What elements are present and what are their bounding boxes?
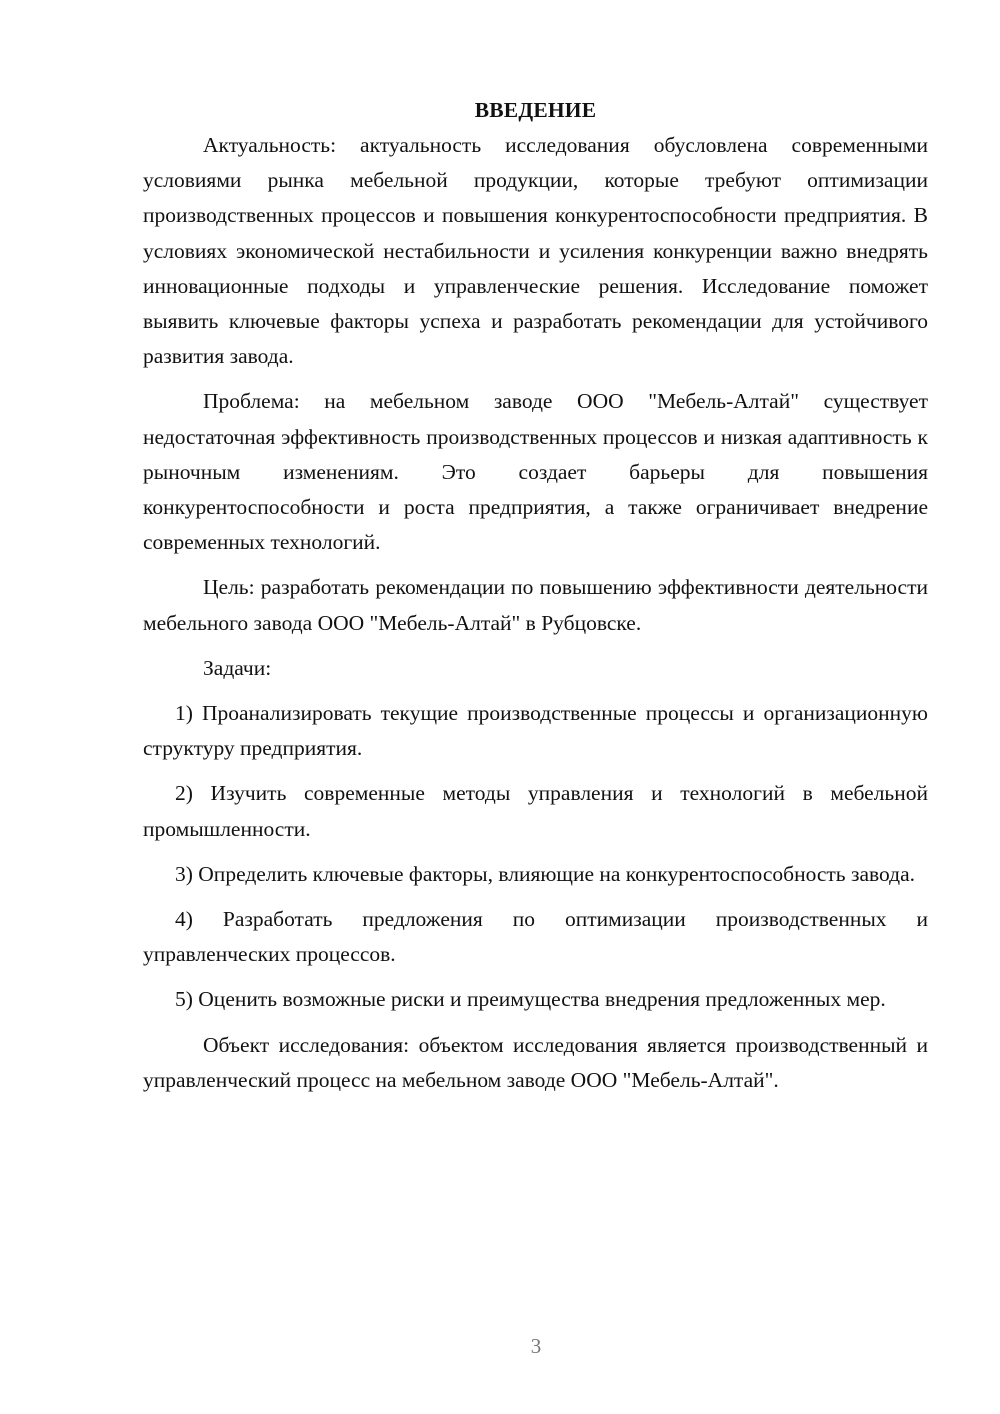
document-body: [143, 92, 928, 1098]
task-item-1: 1) Проанализировать текущие производственные процессы и организационную структуру предприятия.: [143, 701, 928, 761]
tasks-label: Задачи:: [203, 655, 272, 680]
task-item-2: 2) Изучить современные методы управления и технологий в мебельной промышленности.: [143, 781, 928, 841]
page-number: 3: [530, 1334, 542, 1358]
goal-paragraph: Цель: разработать рекомендации по повышению эффективности деятельности мебельного завода ООО "Мебель-Алтай" в Рубцовске.: [143, 575, 928, 635]
section-title: ВВЕДЕНИЕ: [474, 98, 597, 122]
task-item-3: 3) Определить ключевые факторы, влияющие на конкурентоспособность завода.: [175, 861, 916, 886]
object-paragraph: Объект исследования: объектом исследования является производственный и управленческий процесс на мебельном заводе ООО "Мебель-Алтай".: [143, 1032, 928, 1092]
task-item-5: 5) Оценить возможные риски и преимущества внедрения предложенных мер.: [175, 987, 886, 1012]
task-item-4: 4) Разработать предложения по оптимизации производственных и управленческих процессов.: [143, 907, 928, 967]
relevance-paragraph: Актуальность: актуальность исследования обусловлена современными условиями рынка мебельной продукции, которые требуют оптимизации производственных процессов и повышения конкурентоспособности предприятия. В условиях экономической нестабильности и усиления конкуренции важно внедрять инновационные подходы и управленческие решения. Исследование поможет выявить ключевые факторы успеха и разработать рекомендации для устойчивого развития завода.: [143, 133, 928, 369]
problem-paragraph: Проблема: на мебельном заводе ООО "Мебель-Алтай" существует недостаточная эффективность производственных процессов и низкая адаптивность к рыночным изменениям. Это создает барьеры для повышения конкурентоспособности и роста предприятия, а также ограничивает внедрение современных технологий.: [143, 389, 928, 555]
